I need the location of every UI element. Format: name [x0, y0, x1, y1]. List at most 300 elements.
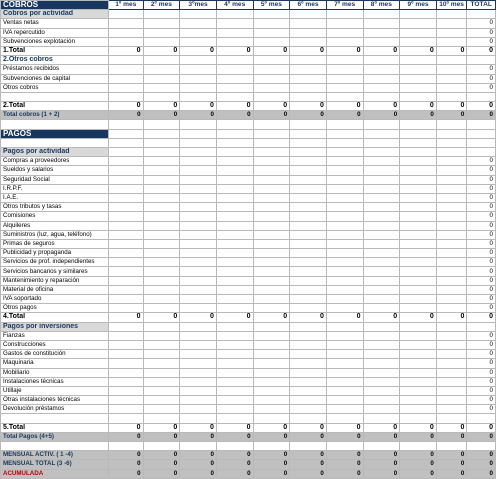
value-cell[interactable]: 0 — [108, 313, 143, 322]
empty-cell[interactable] — [363, 37, 400, 46]
empty-cell[interactable] — [253, 56, 290, 65]
empty-cell[interactable] — [143, 239, 180, 248]
empty-cell[interactable] — [143, 157, 180, 166]
empty-cell[interactable] — [326, 377, 363, 386]
empty-cell[interactable] — [216, 386, 253, 395]
empty-cell[interactable] — [290, 322, 327, 331]
empty-cell[interactable] — [216, 295, 253, 304]
empty-cell[interactable] — [108, 175, 143, 184]
empty-cell[interactable] — [253, 193, 290, 202]
row-label[interactable]: Ventas netas — [1, 19, 109, 28]
empty-cell[interactable] — [363, 92, 400, 101]
total-cell[interactable]: 0 — [467, 396, 496, 405]
empty-cell[interactable] — [143, 368, 180, 377]
value-cell[interactable]: 0 — [326, 432, 363, 441]
row-label[interactable]: Construcciones — [1, 340, 109, 349]
header-month[interactable]: 8º mes — [363, 1, 400, 10]
empty-cell[interactable] — [400, 120, 437, 129]
total-cell[interactable]: 0 — [467, 111, 496, 120]
value-cell[interactable]: 0 — [400, 469, 437, 478]
total-cell[interactable]: 0 — [467, 83, 496, 92]
empty-cell[interactable] — [363, 340, 400, 349]
empty-cell[interactable] — [216, 148, 253, 157]
header-month[interactable]: 9º mes — [400, 1, 437, 10]
total-cell[interactable]: 0 — [467, 37, 496, 46]
empty-cell[interactable] — [400, 56, 437, 65]
empty-cell[interactable] — [143, 295, 180, 304]
empty-cell[interactable] — [108, 74, 143, 83]
empty-cell[interactable] — [108, 19, 143, 28]
empty-cell[interactable] — [363, 184, 400, 193]
empty-cell[interactable] — [400, 304, 437, 313]
empty-cell[interactable] — [180, 414, 217, 423]
total-cell[interactable]: 0 — [467, 230, 496, 239]
empty-cell[interactable] — [436, 295, 467, 304]
empty-cell[interactable] — [216, 74, 253, 83]
empty-cell[interactable] — [436, 129, 467, 138]
empty-cell[interactable] — [326, 295, 363, 304]
empty-cell[interactable] — [143, 83, 180, 92]
value-cell[interactable]: 0 — [108, 460, 143, 469]
value-cell[interactable]: 0 — [253, 469, 290, 478]
empty-cell[interactable] — [290, 340, 327, 349]
empty-cell[interactable] — [400, 368, 437, 377]
empty-cell[interactable] — [400, 331, 437, 340]
empty-cell[interactable] — [253, 239, 290, 248]
empty-cell[interactable] — [400, 396, 437, 405]
empty-cell[interactable] — [436, 405, 467, 414]
value-cell[interactable]: 0 — [400, 423, 437, 432]
empty-cell[interactable] — [253, 368, 290, 377]
empty-cell[interactable] — [400, 221, 437, 230]
empty-cell[interactable] — [216, 37, 253, 46]
value-cell[interactable]: 0 — [216, 111, 253, 120]
empty-cell[interactable] — [143, 212, 180, 221]
empty-cell[interactable] — [436, 285, 467, 294]
empty-cell[interactable] — [180, 304, 217, 313]
value-cell[interactable]: 0 — [143, 469, 180, 478]
empty-cell[interactable] — [108, 267, 143, 276]
empty-cell[interactable] — [143, 340, 180, 349]
empty-cell[interactable] — [143, 175, 180, 184]
empty-cell[interactable] — [253, 276, 290, 285]
empty-cell[interactable] — [290, 386, 327, 395]
empty-cell[interactable] — [216, 92, 253, 101]
empty-cell[interactable] — [326, 322, 363, 331]
value-cell[interactable]: 0 — [400, 102, 437, 111]
total-cell[interactable]: 0 — [467, 157, 496, 166]
row-label[interactable]: Total Pagos (4+5) — [1, 432, 109, 441]
empty-cell[interactable] — [326, 148, 363, 157]
value-cell[interactable]: 0 — [108, 451, 143, 460]
value-cell[interactable]: 0 — [143, 460, 180, 469]
empty-cell[interactable] — [290, 304, 327, 313]
empty-cell[interactable] — [216, 83, 253, 92]
empty-cell[interactable] — [180, 120, 217, 129]
value-cell[interactable]: 0 — [108, 469, 143, 478]
empty-cell[interactable] — [290, 230, 327, 239]
empty-cell[interactable] — [363, 83, 400, 92]
empty-cell[interactable] — [290, 19, 327, 28]
empty-cell[interactable] — [436, 350, 467, 359]
value-cell[interactable]: 0 — [290, 111, 327, 120]
row-label[interactable]: 1.Total — [1, 46, 109, 55]
empty-cell[interactable] — [180, 56, 217, 65]
empty-cell[interactable] — [108, 304, 143, 313]
empty-cell[interactable] — [290, 285, 327, 294]
empty-cell[interactable] — [363, 19, 400, 28]
empty-cell[interactable] — [216, 368, 253, 377]
value-cell[interactable]: 0 — [436, 469, 467, 478]
empty-cell[interactable] — [180, 442, 217, 451]
empty-cell[interactable] — [180, 83, 217, 92]
total-cell[interactable]: 0 — [467, 405, 496, 414]
empty-cell[interactable] — [467, 92, 496, 101]
value-cell[interactable]: 0 — [180, 111, 217, 120]
empty-cell[interactable] — [180, 148, 217, 157]
value-cell[interactable]: 0 — [180, 313, 217, 322]
empty-cell[interactable] — [326, 19, 363, 28]
empty-cell[interactable] — [216, 258, 253, 267]
empty-cell[interactable] — [436, 221, 467, 230]
value-cell[interactable]: 0 — [400, 460, 437, 469]
value-cell[interactable]: 0 — [326, 46, 363, 55]
empty-cell[interactable] — [400, 295, 437, 304]
empty-cell[interactable] — [108, 129, 143, 138]
total-cell[interactable]: 0 — [467, 368, 496, 377]
empty-cell[interactable] — [290, 37, 327, 46]
value-cell[interactable]: 0 — [400, 451, 437, 460]
empty-cell[interactable] — [436, 166, 467, 175]
empty-cell[interactable] — [216, 203, 253, 212]
row-label[interactable]: Instalaciones técnicas — [1, 377, 109, 386]
empty-cell[interactable] — [216, 212, 253, 221]
row-label[interactable]: Subvenciones de capital — [1, 74, 109, 83]
empty-cell[interactable] — [108, 193, 143, 202]
empty-cell[interactable] — [326, 350, 363, 359]
row-label[interactable]: Otros cobros — [1, 83, 109, 92]
value-cell[interactable]: 0 — [108, 423, 143, 432]
header-total[interactable]: TOTAL — [467, 1, 496, 10]
value-cell[interactable]: 0 — [253, 423, 290, 432]
empty-cell[interactable] — [400, 322, 437, 331]
empty-cell[interactable] — [253, 65, 290, 74]
empty-cell[interactable] — [180, 276, 217, 285]
value-cell[interactable]: 0 — [290, 469, 327, 478]
empty-cell[interactable] — [253, 442, 290, 451]
value-cell[interactable]: 0 — [143, 451, 180, 460]
empty-cell[interactable] — [436, 340, 467, 349]
empty-cell[interactable] — [216, 442, 253, 451]
empty-cell[interactable] — [180, 340, 217, 349]
empty-cell[interactable] — [326, 92, 363, 101]
value-cell[interactable]: 0 — [216, 102, 253, 111]
total-cell[interactable]: 0 — [467, 249, 496, 258]
value-cell[interactable]: 0 — [180, 469, 217, 478]
empty-cell[interactable] — [326, 10, 363, 19]
empty-cell[interactable] — [326, 396, 363, 405]
value-cell[interactable]: 0 — [290, 46, 327, 55]
empty-cell[interactable] — [143, 350, 180, 359]
value-cell[interactable]: 0 — [400, 432, 437, 441]
row-label[interactable]: Pagos por actividad — [1, 148, 109, 157]
value-cell[interactable]: 0 — [143, 111, 180, 120]
empty-cell[interactable] — [216, 157, 253, 166]
empty-cell[interactable] — [253, 285, 290, 294]
empty-cell[interactable] — [216, 239, 253, 248]
empty-cell[interactable] — [216, 184, 253, 193]
empty-cell[interactable] — [253, 83, 290, 92]
empty-cell[interactable] — [290, 157, 327, 166]
empty-cell[interactable] — [216, 414, 253, 423]
empty-cell[interactable] — [108, 276, 143, 285]
empty-cell[interactable] — [180, 267, 217, 276]
empty-cell[interactable] — [290, 193, 327, 202]
header-month[interactable]: 1º mes — [108, 1, 143, 10]
empty-cell[interactable] — [108, 258, 143, 267]
empty-cell[interactable] — [326, 157, 363, 166]
empty-cell[interactable] — [143, 377, 180, 386]
empty-cell[interactable] — [216, 65, 253, 74]
empty-cell[interactable] — [143, 405, 180, 414]
value-cell[interactable]: 0 — [216, 313, 253, 322]
empty-cell[interactable] — [180, 157, 217, 166]
empty-cell[interactable] — [363, 203, 400, 212]
empty-cell[interactable] — [326, 258, 363, 267]
empty-cell[interactable] — [108, 386, 143, 395]
empty-cell[interactable] — [363, 212, 400, 221]
empty-cell[interactable] — [180, 295, 217, 304]
empty-cell[interactable] — [290, 175, 327, 184]
empty-cell[interactable] — [143, 230, 180, 239]
empty-cell[interactable] — [363, 368, 400, 377]
empty-cell[interactable] — [253, 74, 290, 83]
empty-cell[interactable] — [363, 129, 400, 138]
empty-cell[interactable] — [180, 258, 217, 267]
empty-cell[interactable] — [108, 212, 143, 221]
empty-cell[interactable] — [436, 396, 467, 405]
empty-cell[interactable] — [436, 65, 467, 74]
empty-cell[interactable] — [436, 322, 467, 331]
empty-cell[interactable] — [326, 166, 363, 175]
empty-cell[interactable] — [253, 258, 290, 267]
value-cell[interactable]: 0 — [400, 313, 437, 322]
empty-cell[interactable] — [400, 285, 437, 294]
empty-cell[interactable] — [363, 276, 400, 285]
empty-cell[interactable] — [253, 405, 290, 414]
total-cell[interactable]: 0 — [467, 359, 496, 368]
empty-cell[interactable] — [290, 83, 327, 92]
total-cell[interactable]: 0 — [467, 469, 496, 478]
empty-cell[interactable] — [253, 230, 290, 239]
empty-cell[interactable] — [436, 304, 467, 313]
total-cell[interactable]: 0 — [467, 423, 496, 432]
empty-cell[interactable] — [467, 442, 496, 451]
empty-cell[interactable] — [143, 138, 180, 147]
value-cell[interactable]: 0 — [400, 111, 437, 120]
empty-cell[interactable] — [400, 212, 437, 221]
row-label[interactable]: Comisiones — [1, 212, 109, 221]
empty-cell[interactable] — [467, 414, 496, 423]
value-cell[interactable]: 0 — [108, 111, 143, 120]
empty-cell[interactable] — [180, 10, 217, 19]
empty-cell[interactable] — [363, 249, 400, 258]
value-cell[interactable]: 0 — [216, 469, 253, 478]
empty-cell[interactable] — [180, 386, 217, 395]
empty-cell[interactable] — [363, 414, 400, 423]
empty-cell[interactable] — [290, 120, 327, 129]
empty-cell[interactable] — [143, 56, 180, 65]
empty-cell[interactable] — [363, 28, 400, 37]
empty-cell[interactable] — [363, 56, 400, 65]
value-cell[interactable]: 0 — [290, 460, 327, 469]
value-cell[interactable]: 0 — [180, 46, 217, 55]
row-label[interactable]: Suministros (luz, agua, teléfono) — [1, 230, 109, 239]
empty-cell[interactable] — [363, 193, 400, 202]
row-label[interactable]: Material de oficina — [1, 285, 109, 294]
empty-cell[interactable] — [436, 377, 467, 386]
empty-cell[interactable] — [290, 92, 327, 101]
empty-cell[interactable] — [290, 212, 327, 221]
empty-cell[interactable] — [436, 19, 467, 28]
empty-cell[interactable] — [400, 19, 437, 28]
empty-cell[interactable] — [326, 414, 363, 423]
empty-cell[interactable] — [143, 276, 180, 285]
empty-cell[interactable] — [400, 405, 437, 414]
empty-cell[interactable] — [180, 359, 217, 368]
empty-cell[interactable] — [290, 203, 327, 212]
empty-cell[interactable] — [436, 175, 467, 184]
empty-cell[interactable] — [108, 157, 143, 166]
empty-cell[interactable] — [143, 193, 180, 202]
total-cell[interactable]: 0 — [467, 221, 496, 230]
empty-cell[interactable] — [180, 65, 217, 74]
empty-cell[interactable] — [400, 359, 437, 368]
empty-cell[interactable] — [143, 331, 180, 340]
row-label[interactable]: Alquileres — [1, 221, 109, 230]
empty-cell[interactable] — [108, 148, 143, 157]
empty-cell[interactable] — [326, 239, 363, 248]
empty-cell[interactable] — [400, 83, 437, 92]
empty-cell[interactable] — [400, 166, 437, 175]
empty-cell[interactable] — [400, 203, 437, 212]
empty-cell[interactable] — [400, 414, 437, 423]
empty-cell[interactable] — [143, 396, 180, 405]
empty-cell[interactable] — [108, 442, 143, 451]
empty-cell[interactable] — [253, 184, 290, 193]
empty-cell[interactable] — [436, 148, 467, 157]
row-label[interactable]: I.R.P.F. — [1, 184, 109, 193]
empty-cell[interactable] — [400, 65, 437, 74]
empty-cell[interactable] — [216, 166, 253, 175]
empty-cell[interactable] — [326, 193, 363, 202]
empty-cell[interactable] — [400, 184, 437, 193]
value-cell[interactable]: 0 — [216, 423, 253, 432]
value-cell[interactable]: 0 — [108, 102, 143, 111]
empty-cell[interactable] — [143, 65, 180, 74]
empty-cell[interactable] — [143, 129, 180, 138]
empty-cell[interactable] — [143, 386, 180, 395]
value-cell[interactable]: 0 — [436, 423, 467, 432]
empty-cell[interactable] — [216, 19, 253, 28]
empty-cell[interactable] — [253, 386, 290, 395]
empty-cell[interactable] — [436, 249, 467, 258]
empty-cell[interactable] — [400, 340, 437, 349]
empty-cell[interactable] — [180, 28, 217, 37]
empty-cell[interactable] — [467, 148, 496, 157]
empty-cell[interactable] — [400, 92, 437, 101]
empty-cell[interactable] — [400, 350, 437, 359]
empty-cell[interactable] — [108, 340, 143, 349]
row-label[interactable]: Publicidad y propaganda — [1, 249, 109, 258]
empty-cell[interactable] — [326, 267, 363, 276]
row-label[interactable]: Gastos de constitución — [1, 350, 109, 359]
value-cell[interactable]: 0 — [363, 469, 400, 478]
empty-cell[interactable] — [108, 203, 143, 212]
row-label[interactable]: Devolución préstamos — [1, 405, 109, 414]
empty-cell[interactable] — [363, 359, 400, 368]
value-cell[interactable]: 0 — [326, 469, 363, 478]
empty-cell[interactable] — [436, 74, 467, 83]
value-cell[interactable]: 0 — [436, 432, 467, 441]
empty-cell[interactable] — [363, 166, 400, 175]
empty-cell[interactable] — [436, 28, 467, 37]
empty-cell[interactable] — [108, 28, 143, 37]
value-cell[interactable]: 0 — [253, 46, 290, 55]
value-cell[interactable]: 0 — [180, 432, 217, 441]
empty-cell[interactable] — [180, 175, 217, 184]
total-cell[interactable]: 0 — [467, 203, 496, 212]
empty-cell[interactable] — [363, 304, 400, 313]
value-cell[interactable]: 0 — [326, 451, 363, 460]
empty-cell[interactable] — [363, 120, 400, 129]
empty-cell[interactable] — [326, 203, 363, 212]
total-cell[interactable]: 0 — [467, 285, 496, 294]
empty-cell[interactable] — [400, 28, 437, 37]
empty-cell[interactable] — [108, 221, 143, 230]
empty-cell[interactable] — [326, 368, 363, 377]
row-label[interactable]: ACUMULADA — [1, 469, 109, 478]
empty-cell[interactable] — [253, 350, 290, 359]
empty-cell[interactable] — [326, 175, 363, 184]
empty-cell[interactable] — [180, 249, 217, 258]
empty-cell[interactable] — [216, 322, 253, 331]
empty-cell[interactable] — [180, 37, 217, 46]
empty-cell[interactable] — [108, 120, 143, 129]
row-label[interactable]: 4.Total — [1, 313, 109, 322]
empty-cell[interactable] — [216, 350, 253, 359]
value-cell[interactable]: 0 — [253, 432, 290, 441]
empty-cell[interactable] — [143, 442, 180, 451]
empty-cell[interactable] — [467, 322, 496, 331]
value-cell[interactable]: 0 — [363, 460, 400, 469]
value-cell[interactable]: 0 — [143, 423, 180, 432]
row-label[interactable]: Primas de seguros — [1, 239, 109, 248]
value-cell[interactable]: 0 — [180, 423, 217, 432]
empty-cell[interactable] — [363, 295, 400, 304]
empty-cell[interactable] — [326, 359, 363, 368]
empty-cell[interactable] — [180, 285, 217, 294]
value-cell[interactable]: 0 — [363, 432, 400, 441]
empty-cell[interactable] — [253, 19, 290, 28]
empty-cell[interactable] — [436, 138, 467, 147]
empty-cell[interactable] — [253, 28, 290, 37]
empty-cell[interactable] — [326, 276, 363, 285]
empty-cell[interactable] — [216, 120, 253, 129]
row-label[interactable]: PAGOS — [1, 129, 109, 138]
empty-cell[interactable] — [326, 74, 363, 83]
empty-cell[interactable] — [216, 340, 253, 349]
